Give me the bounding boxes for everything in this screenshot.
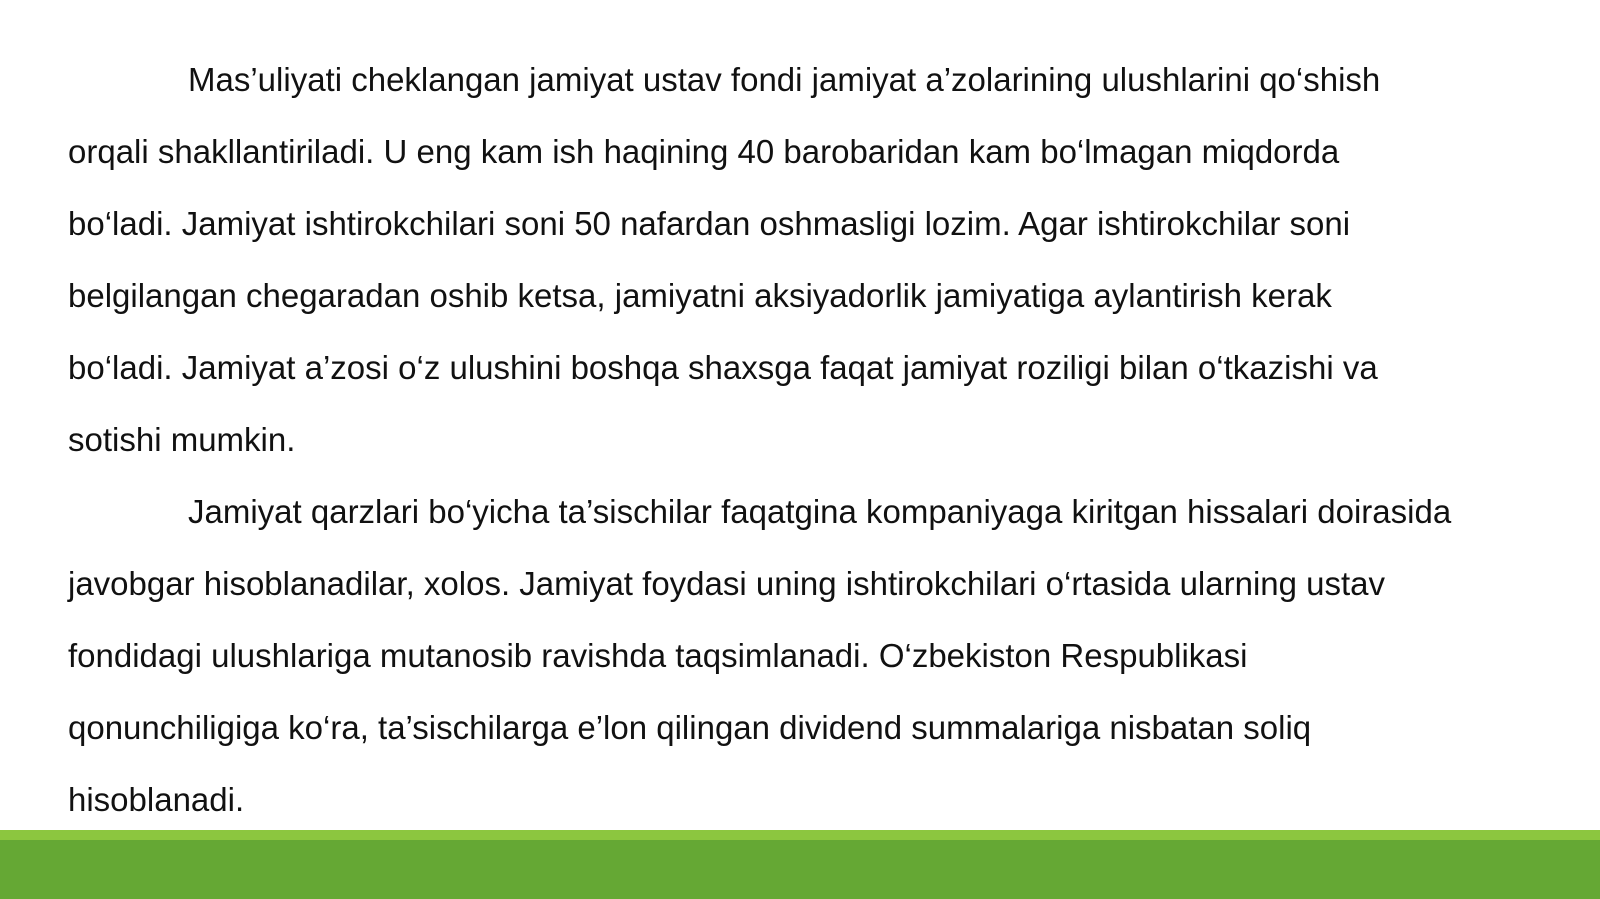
text-line: Jamiyat qarzlari bo‘yicha ta’sischilar faqatgina kompaniyaga kiritgan hissalari doirasida — [188, 493, 1452, 530]
text-line: orqali shakllantiriladi. U eng kam ish haqining 40 barobaridan kam bo‘lmagan miqdorda — [68, 133, 1340, 170]
body-text — [68, 44, 1588, 836]
text-line: hisoblanadi. — [68, 781, 245, 818]
footer-band — [0, 830, 1600, 899]
text-line: sotishi mumkin. — [68, 421, 296, 458]
footer-highlight-stripe — [0, 830, 1600, 840]
text-line: belgilangan chegaradan oshib ketsa, jamiyatni aksiyadorlik jamiyatiga aylantirish kerak — [68, 277, 1332, 314]
text-line: javobgar hisoblanadilar, xolos. Jamiyat foydasi uning ishtirokchilari o‘rtasida ularning ustav — [68, 565, 1386, 602]
paragraph-1 — [68, 44, 1588, 476]
text-line: qonunchiligiga ko‘ra, ta’sischilarga e’lon qilingan dividend summalariga nisbatan soliq — [68, 709, 1312, 746]
text-line: bo‘ladi. Jamiyat ishtirokchilari soni 50 nafardan oshmasligi lozim. Agar ishtirokchilar soni — [68, 205, 1351, 242]
text-line: Mas’uliyati cheklangan jamiyat ustav fondi jamiyat a’zolarining ulushlarini qo‘shish — [188, 61, 1381, 98]
paragraph-2 — [68, 476, 1588, 836]
text-line: bo‘ladi. Jamiyat a’zosi o‘z ulushini boshqa shaxsga faqat jamiyat roziligi bilan o‘tkazishi va — [68, 349, 1378, 386]
text-line: fondidagi ulushlariga mutanosib ravishda taqsimlanadi. O‘zbekiston Respublikasi — [68, 637, 1248, 674]
